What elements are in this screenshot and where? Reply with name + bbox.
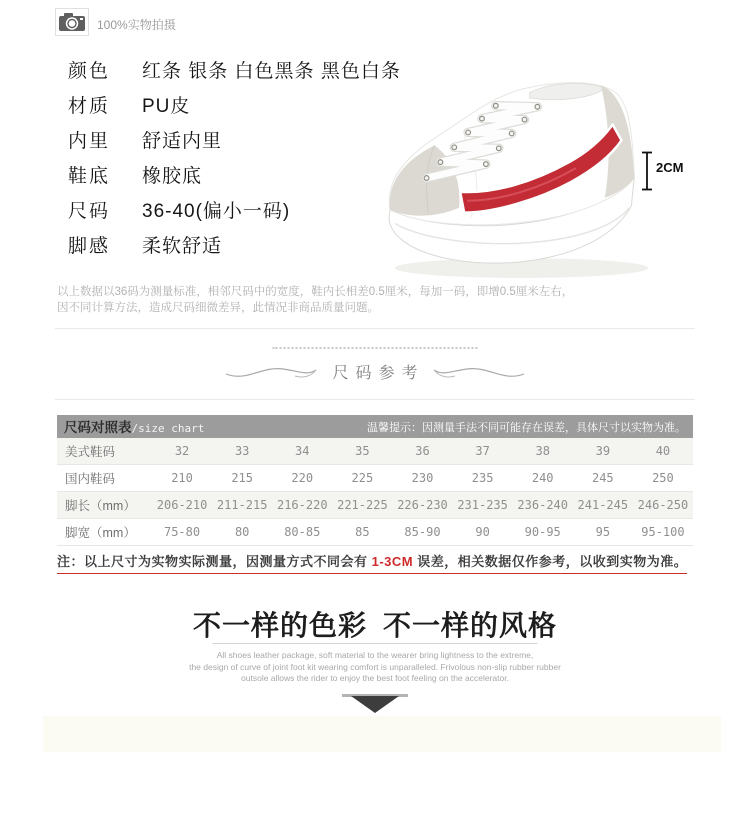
spec-label: 内里: [68, 131, 111, 152]
camera-icon: [55, 8, 89, 41]
spec-value: PU皮: [142, 96, 191, 117]
sole-height-label: 2CM: [656, 160, 684, 175]
size-table-body: [57, 438, 693, 546]
spec-row-color: [68, 52, 401, 87]
size-table-cell: 38: [535, 444, 550, 458]
size-table-cell: 85: [355, 525, 370, 539]
size-reference-title: 尺码参考: [332, 364, 425, 382]
divider-rule: [55, 399, 695, 400]
note-highlight: 1-3CM: [371, 554, 414, 569]
size-table-cell: 221-225: [337, 498, 388, 512]
size-table-cell: 245: [591, 471, 614, 485]
size-table-title: [64, 416, 204, 437]
spec-row-sole: [68, 157, 401, 192]
size-table-cell: 36: [415, 444, 430, 458]
spec-row-size: [68, 192, 401, 227]
size-table-cell: 95-100: [641, 525, 685, 539]
size-table-cell: 40: [655, 444, 671, 458]
slogan-line: All shoes leather package, soft material to the wearer bring lightness to the extreme,: [216, 650, 534, 660]
size-table-cell: 85-90: [404, 525, 441, 539]
size-table-cell: 236-240: [517, 498, 568, 512]
slogan-title: 不一样的色彩 不一样的风格: [192, 611, 557, 642]
spec-row-feel: [68, 227, 401, 262]
down-triangle-icon: [351, 696, 399, 713]
dotted-ornament: [273, 347, 478, 349]
size-table-row: [57, 492, 693, 519]
flourish-left-icon: [225, 358, 317, 384]
measure-note-line: 以上数据以36码为测量标准，相邻尺码中的宽度，鞋内长相差0.5厘米，每加一码，即增0.5厘米左右，: [57, 286, 574, 298]
size-table-cell: 90-95: [524, 525, 561, 539]
size-table-cell: 210: [171, 471, 193, 485]
size-table-cell: 215: [231, 471, 253, 485]
size-table-note: [57, 551, 687, 574]
photo-badge: [55, 8, 176, 41]
size-table-cell: 206-210: [156, 498, 208, 512]
size-table-cell: 32: [174, 444, 190, 458]
spec-value: 红条 银条 白色黑条 黑色白条: [142, 61, 401, 82]
slogan-line: the design of curve of joint foot kit wearing comfort is unparalleled. Frivolous non-slip rubber rubber: [189, 661, 561, 672]
slogan-line: outsole allows the rider to enjoy the best foot feeling on the accelerator.: [241, 673, 509, 683]
spec-label: 脚感: [68, 236, 111, 257]
size-table-cell: 235: [471, 471, 494, 485]
size-table-row-label: 美式鞋码: [65, 445, 116, 459]
size-table-row: [57, 465, 693, 492]
size-table-row-label: 脚宽（mm）: [65, 526, 136, 540]
next-section-band: [43, 716, 721, 752]
flourish-right-icon: [433, 358, 525, 384]
size-table-cell: 39: [595, 444, 611, 458]
measure-note-line: 因不同计算方法，造成尺码细微差异，此情况非商品质量问题。: [57, 302, 379, 314]
spec-label: 材质: [68, 96, 111, 117]
slogan-paragraph: [0, 650, 750, 685]
spec-value: 橡胶底: [142, 166, 203, 187]
slogan-rule: [213, 643, 538, 644]
size-table-cell: 90: [475, 525, 490, 539]
size-chart-table: [57, 415, 693, 546]
divider-rule: [55, 328, 695, 329]
size-table-cell: 220: [291, 471, 314, 485]
note-prefix: 注：以上尺寸为实物实际测量，因测量方式不同会有: [57, 554, 372, 569]
size-table-cell: 35: [355, 444, 370, 458]
spec-value: 柔软舒适: [142, 236, 223, 257]
size-table-cell: 75-80: [163, 525, 201, 539]
spec-value: 36-40(偏小一码): [142, 201, 291, 222]
size-table-cell: 240: [531, 471, 554, 485]
size-table-cell: 231-235: [457, 498, 508, 512]
size-table-row-label: 国内鞋码: [65, 472, 116, 486]
sole-height-ruler-icon: [640, 151, 654, 196]
product-photo-sneaker: [383, 66, 670, 286]
size-table-row-label: 脚长（mm）: [65, 499, 136, 513]
size-table-title-en: /size chart: [131, 422, 205, 435]
size-table-cell: 250: [652, 471, 674, 485]
spec-row-material: [68, 87, 401, 122]
photo-badge-label: 100%实物拍摄: [97, 18, 176, 32]
measure-note: [57, 284, 573, 316]
section-marker: [0, 694, 750, 713]
size-table-cell: 226-230: [397, 498, 448, 512]
size-table-cell: 246-250: [637, 498, 689, 512]
size-reference-divider: [0, 358, 750, 384]
size-table-cell: 37: [475, 444, 490, 458]
spec-row-lining: [68, 122, 401, 157]
size-table-title-cn: 尺码对照表: [64, 420, 132, 435]
size-table-cell: 80-85: [284, 525, 321, 539]
spec-value: 舒适内里: [142, 131, 223, 152]
size-table-row: [57, 438, 693, 465]
size-table-cell: 33: [234, 444, 250, 458]
size-table-cell: 34: [295, 444, 310, 458]
spec-label: 尺码: [68, 201, 111, 222]
size-table-row: [57, 519, 693, 546]
spec-label: 鞋底: [68, 166, 111, 187]
spec-list: [68, 52, 401, 262]
size-table-cell: 230: [411, 471, 434, 485]
size-table-cell: 225: [351, 471, 374, 485]
size-table-cell: 95: [595, 525, 611, 539]
size-table-header: [57, 415, 693, 438]
note-suffix: 误差，相关数据仅作参考，以收到实物为准。: [413, 554, 688, 569]
size-table-cell: 216-220: [276, 498, 328, 512]
size-table-cell: 80: [234, 525, 250, 539]
spec-label: 颜色: [68, 61, 111, 82]
size-table-cell: 211-215: [216, 498, 268, 512]
size-table-tip: 温馨提示：因测量手法不同可能存在误差，具体尺寸以实物为准。: [367, 421, 686, 434]
size-table-cell: 241-245: [577, 498, 629, 512]
